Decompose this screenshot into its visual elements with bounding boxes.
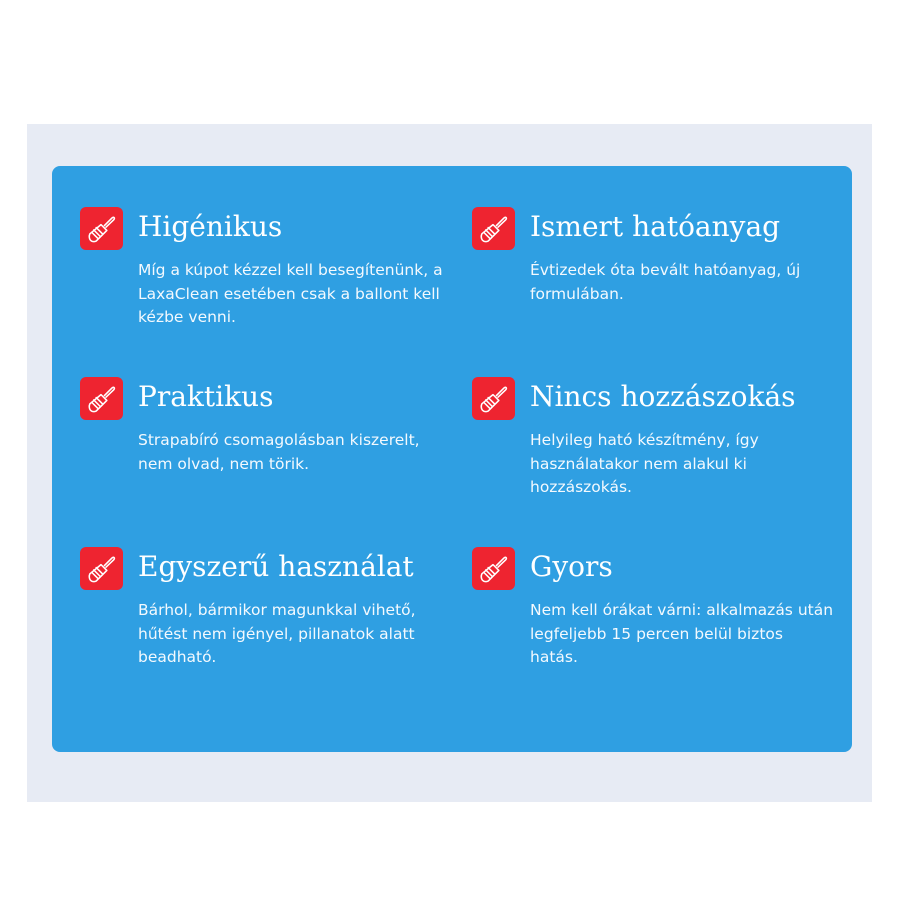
feature-icon-box [472, 207, 515, 250]
feature-title: Praktikus [138, 380, 274, 413]
brush-icon [478, 553, 509, 584]
feature-icon-box [80, 377, 123, 420]
brush-icon [86, 213, 117, 244]
brush-icon [86, 553, 117, 584]
feature-description: Strapabíró csomagolásban kiszerelt, nem olvad, nem törik. [138, 431, 420, 473]
feature-description: Nem kell órákat várni: alkalmazás után legfeljebb 15 percen belül biztos hatás. [530, 601, 834, 666]
feature-title: Higénikus [138, 210, 283, 243]
brush-icon [86, 383, 117, 414]
brush-icon [478, 213, 509, 244]
feature-description: Bárhol, bármikor magunkkal vihető, hűtést nem igényel, pillanatok alatt beadható. [138, 601, 416, 666]
features-card [52, 166, 852, 752]
feature-description: Míg a kúpot kézzel kell besegítenünk, a LaxaClean esetében csak a ballont kell kézbe venni. [138, 261, 443, 326]
feature-description: Helyileg ható készítmény, így használatakor nem alakul ki hozzászokás. [530, 431, 759, 496]
feature-icon-box [472, 377, 515, 420]
brush-icon [478, 383, 509, 414]
feature-description: Évtizedek óta bevált hatóanyag, új formulában. [530, 261, 801, 303]
feature-title: Egyszerű használat [138, 550, 414, 583]
feature-title: Nincs hozzászokás [530, 380, 796, 413]
feature-icon-box [80, 207, 123, 250]
features-section [27, 124, 872, 802]
feature-title: Ismert hatóanyag [530, 210, 781, 243]
feature-title: Gyors [530, 550, 613, 583]
feature-icon-box [80, 547, 123, 590]
feature-icon-box [472, 547, 515, 590]
